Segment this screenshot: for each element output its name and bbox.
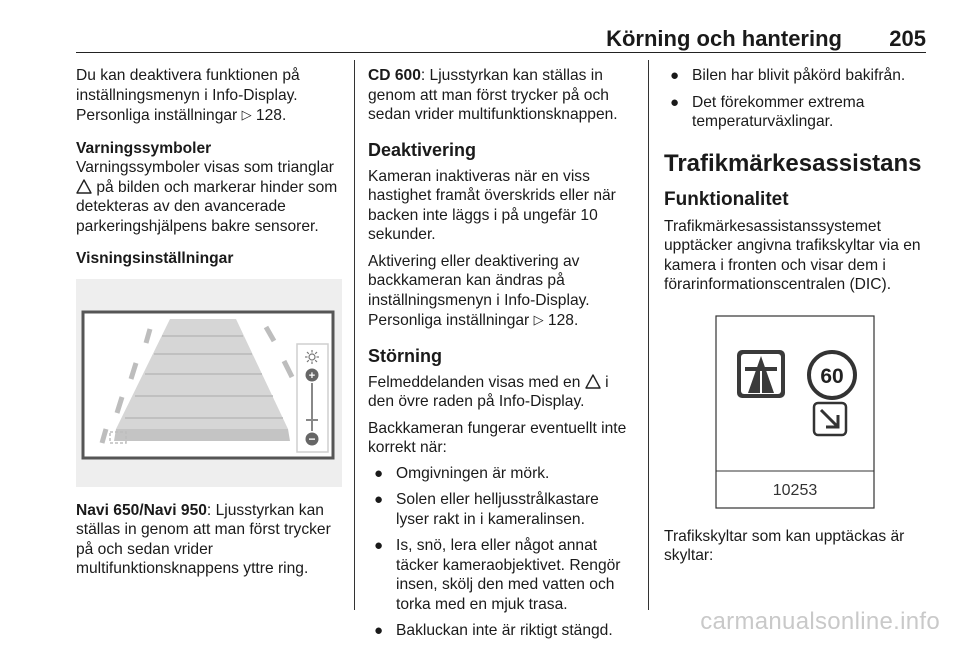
speed-limit-value: 60 — [820, 364, 844, 388]
traffic-sign-assist-heading: Trafikmärkesassistans — [664, 149, 922, 177]
bullet-icon: ● — [670, 93, 680, 111]
navi-paragraph: Navi 650/Navi 950: Ljusstyrkan kan ställas in genom att man först trycker på och sedan vrider multifunktionsknappens yttre ring. — [76, 501, 331, 577]
intro-paragraph: Du kan deaktivera funktionen på inställningsmenyn i Info-Display. Personliga inställningar ▷ 128. — [76, 67, 300, 124]
bullet-icon: ● — [374, 491, 384, 508]
bullet-icon: ● — [374, 537, 384, 554]
warning-triangle-icon — [585, 374, 601, 389]
ref-arrow-icon: ▷ — [533, 312, 544, 327]
motorway-sign-icon — [737, 350, 785, 398]
page-header — [76, 22, 926, 53]
fault-paragraph: Felmeddelanden visas med en i den övre raden på Info-Display. — [368, 373, 609, 410]
fault-heading: Störning — [368, 345, 442, 366]
figure-code: 10253 — [772, 481, 818, 499]
activation-paragraph: Aktivering eller deaktivering av backkameran kan ändras på inställningsmenyn i Info-Display. Personliga inställningar ▷ 128. — [368, 252, 590, 329]
page-number: 205 — [889, 26, 926, 51]
list-item: ● Solen eller helljusstrålkastare lyser rakt in i kameralinsen. — [374, 491, 599, 528]
bullet-icon: ● — [374, 464, 384, 482]
malfunction-paragraph: Backkameran fungerar eventuellt inte korrekt när: — [368, 419, 627, 456]
column-2 — [368, 66, 634, 648]
malfunction-list — [368, 464, 634, 641]
svg-text:−: − — [308, 431, 316, 446]
rear-camera-illustration — [76, 279, 342, 487]
display-settings-heading: Visningsinställningar — [76, 250, 234, 267]
list-item: ● Is, snö, lera eller något annat täcker kameraobjektivet. Rengör insen, skölj den med vatten och torka med en mjuk trasa. — [374, 537, 621, 613]
warning-heading: Varningssymboler — [76, 139, 212, 157]
cd600-paragraph: CD 600: Ljusstyrkan kan ställas in genom att man först trycker på och sedan vrider multifunktionsknappen. — [368, 67, 618, 123]
column-1 — [76, 66, 342, 579]
svg-text:+: + — [308, 369, 316, 382]
warning-triangle-icon — [76, 179, 92, 194]
column-divider — [354, 60, 355, 610]
list-item: ● Det förekommer extrema temperaturväxlingar. — [670, 93, 865, 130]
exit-arrow-icon — [814, 403, 846, 435]
warning-paragraph: Varningssymboler visas som trianglar på bilden och markerar hinder som detekteras av den avancerade parkeringshjälpens bakre sensorer. — [76, 159, 338, 235]
column-divider — [648, 60, 649, 610]
functionality-paragraph: Trafikmärkesassistanssystemet upptäcker angivna trafikskyltar via en kamera i fronten och visar dem i förarinformationscentralen (DIC). — [664, 217, 921, 293]
traffic-sign-display-illustration — [684, 313, 884, 511]
functionality-heading: Funktionalitet — [664, 188, 789, 210]
continued-list — [664, 66, 930, 132]
list-item: ● Bilen har blivit påkörd bakifrån. — [670, 67, 906, 84]
column-3 — [664, 66, 930, 566]
caption-paragraph: Trafikskyltar som kan upptäckas är skyltar: — [664, 527, 905, 564]
bullet-icon: ● — [670, 67, 680, 84]
deactivation-heading: Deaktivering — [368, 139, 477, 160]
ref-arrow-icon: ▷ — [241, 107, 252, 122]
deactivation-paragraph: Kameran inaktiveras när en viss hastighet framåt överskrids eller när backen inte läggs i på ungefär 10 sekunder. — [368, 167, 616, 243]
list-item: ● Omgivningen är mörk. — [374, 464, 550, 482]
watermark: carmanualsonline.info — [700, 608, 940, 635]
bullet-icon: ● — [374, 622, 384, 639]
list-item: ● Bakluckan inte är riktigt stängd. — [374, 622, 613, 639]
section-title: Körning och hantering — [606, 26, 842, 51]
